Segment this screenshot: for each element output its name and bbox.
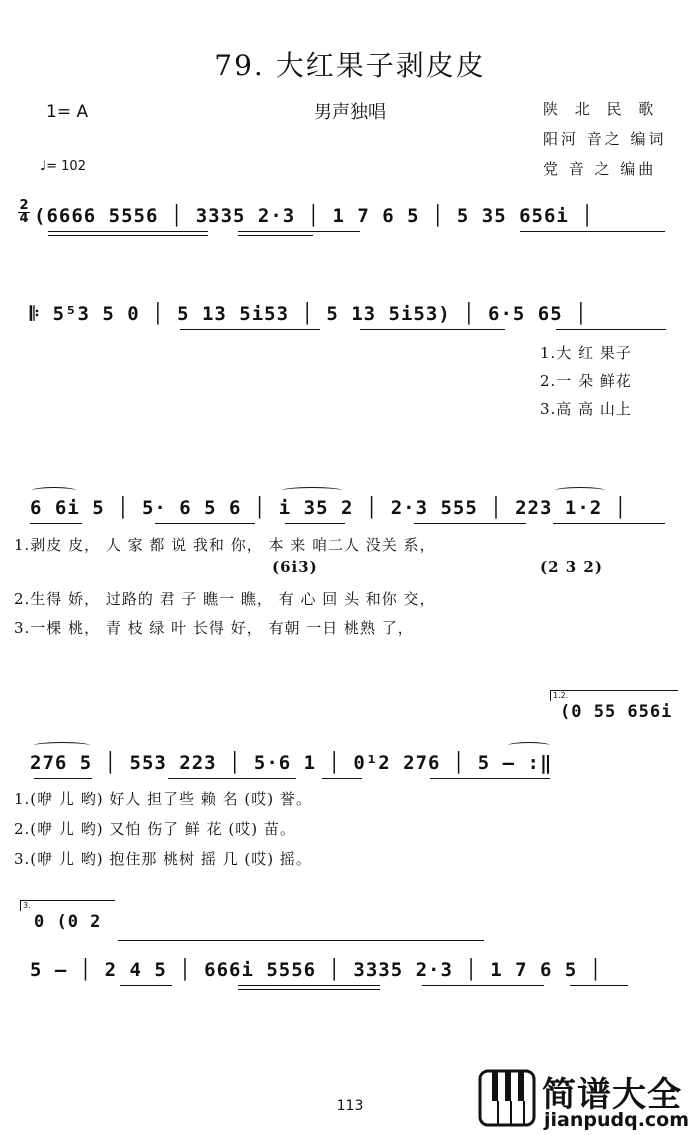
alt-notes-2: (2 3 2) bbox=[540, 558, 603, 576]
beam-underline bbox=[238, 235, 313, 236]
piano-keys-icon bbox=[478, 1065, 538, 1129]
beam-underline bbox=[238, 231, 360, 232]
slur-mark bbox=[34, 742, 90, 749]
page-number: 113 bbox=[336, 1098, 364, 1114]
tie-line bbox=[118, 940, 484, 941]
lyric-verse-1: 1.剥皮 皮， 人 家 都 说 我和 你， 本 来 咱二人 没关 系， bbox=[14, 536, 436, 554]
slur-mark bbox=[282, 487, 342, 494]
alt-notes-1: (6i3) bbox=[272, 558, 318, 576]
staff-line-5: 5 – │ 2 4 5 │ 666i 5556 │ 3335 2·3 │ 1 7 6 5 │ bbox=[30, 959, 603, 981]
credit-origin: 陕 北 民 歌 bbox=[543, 100, 660, 118]
beam-underline bbox=[285, 523, 345, 524]
lyric-verse-2: 2.(咿 儿 哟) 又怕 伤了 鲜 花 (哎) 苗。 bbox=[14, 820, 296, 838]
beam-underline bbox=[322, 778, 362, 779]
beam-underline bbox=[155, 523, 255, 524]
song-subtitle: 男声独唱 bbox=[314, 102, 386, 123]
lyric-verse-3: 3.高 高 山上 bbox=[540, 400, 632, 418]
beam-underline bbox=[430, 778, 550, 779]
time-signature-top: 2 bbox=[19, 198, 29, 213]
lyric-verse-2: 2.生得 娇， 过路的 君 子 瞧一 瞧， 有 心 回 头 和你 交， bbox=[14, 590, 436, 608]
credit-composer: 党 音 之 编曲 bbox=[543, 160, 657, 178]
lyric-verse-1: 1.(咿 儿 哟) 好人 担了些 赖 名 (哎) 誉。 bbox=[14, 790, 312, 808]
volta-bracket: 1.2. bbox=[550, 690, 678, 701]
beam-underline bbox=[34, 778, 92, 779]
staff-line-1: (6666 5556 │ 3335 2·3 │ 1 7 6 5 │ 5 35 656i │ bbox=[34, 205, 594, 227]
staff-line-4: 276 5 │ 553 223 │ 5·6 1 │ 0¹2 276 │ 5 – :‖ bbox=[30, 752, 553, 774]
beam-underline bbox=[120, 985, 172, 986]
volta-bracket: 3. bbox=[20, 900, 115, 911]
beam-underline bbox=[30, 523, 82, 524]
tempo-marking: ♩= 102 bbox=[40, 159, 86, 174]
logo-url: jianpudq.com bbox=[544, 1109, 690, 1131]
lyric-verse-3: 3.一棵 桃， 青 枝 绿 叶 长得 好， 有朝 一日 桃熟 了， bbox=[14, 619, 414, 637]
beam-underline bbox=[168, 778, 296, 779]
credit-lyricist: 阳河 音之 编词 bbox=[543, 130, 667, 148]
beam-underline bbox=[570, 985, 628, 986]
beam-underline bbox=[553, 523, 665, 524]
staff-line-3: 6 6i 5 │ 5· 6 5 6 │ i 35 2 │ 2·3 555 │ 223 1·2 │ bbox=[30, 497, 628, 519]
logo-text: 简谱大全 bbox=[542, 1075, 682, 1115]
beam-underline bbox=[360, 329, 505, 330]
beam-underline bbox=[48, 231, 208, 232]
lyric-verse-3: 3.(咿 儿 哟) 抱住那 桃树 摇 几 (哎) 摇。 bbox=[14, 850, 312, 868]
staff-line-2: 𝄆 5⁵3 5 0 │ 5 13 5i53 │ 5 13 5i53) │ 6·5 65 │ bbox=[30, 303, 588, 325]
beam-underline bbox=[238, 985, 380, 986]
slur-mark bbox=[32, 487, 76, 494]
lyric-verse-2: 2.一 朵 鲜花 bbox=[540, 372, 632, 390]
slur-mark bbox=[508, 742, 550, 749]
beam-underline bbox=[238, 989, 380, 990]
slur-mark bbox=[555, 487, 605, 494]
beam-underline bbox=[422, 985, 544, 986]
beam-underline bbox=[414, 523, 526, 524]
beam-underline bbox=[520, 231, 665, 232]
site-logo bbox=[478, 1065, 700, 1135]
key-signature: 1= A bbox=[46, 102, 89, 122]
beam-underline bbox=[48, 235, 208, 236]
bracket-notes: (0 55 656i bbox=[560, 702, 673, 722]
page-title: 79. 大红果子剥皮皮 bbox=[214, 49, 486, 82]
beam-underline bbox=[180, 329, 320, 330]
time-signature-bottom: 4 bbox=[19, 211, 29, 226]
bracket-notes: 0 (0 2 bbox=[34, 912, 102, 932]
time-signature bbox=[18, 200, 30, 225]
lyric-verse-1: 1.大 红 果子 bbox=[540, 344, 632, 362]
beam-underline bbox=[556, 329, 666, 330]
